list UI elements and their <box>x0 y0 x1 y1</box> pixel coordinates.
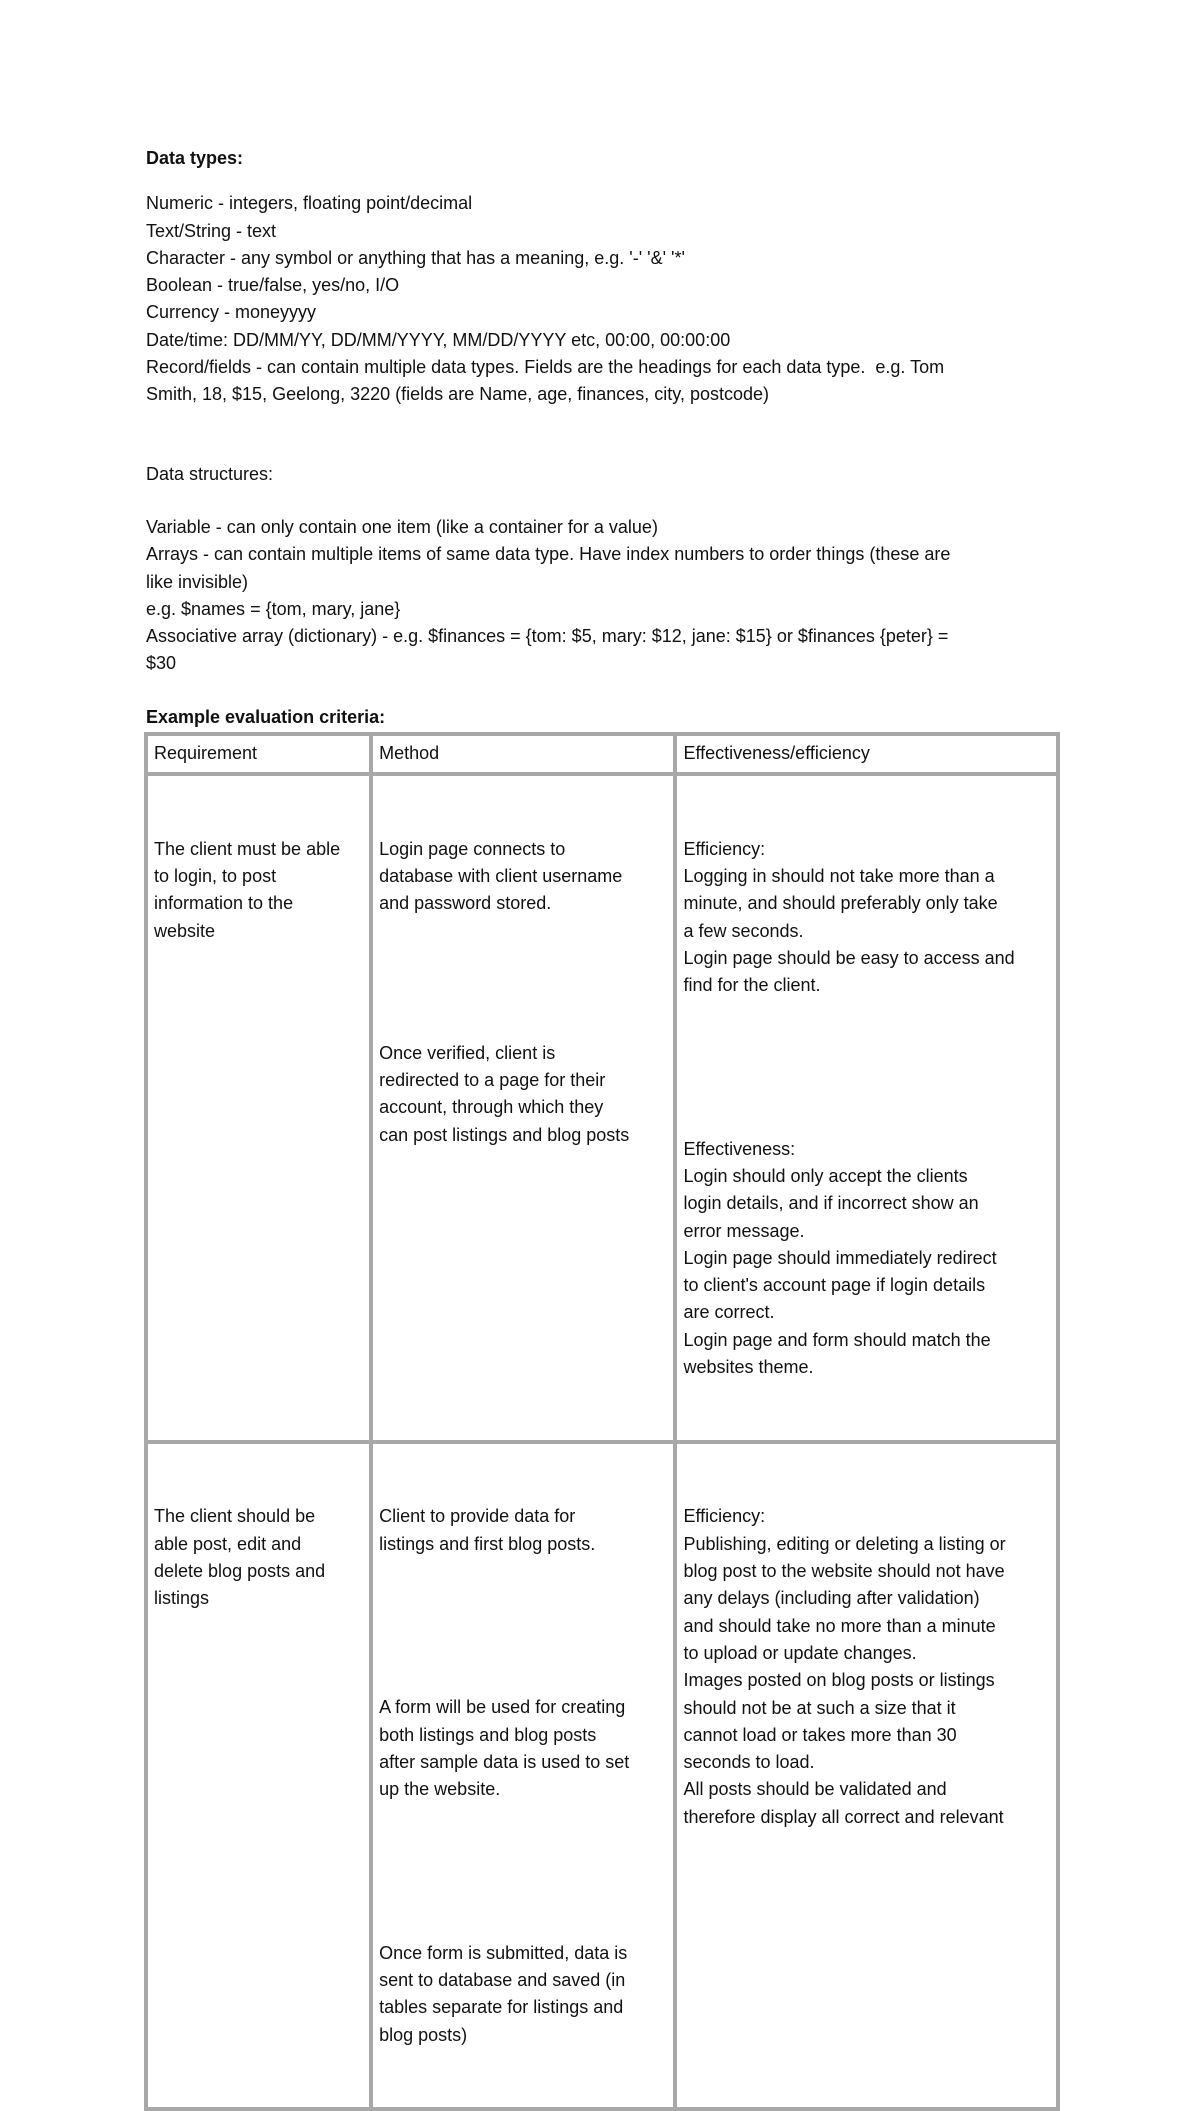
requirement-cell <box>146 1442 371 2110</box>
data-types-line: Character - any symbol or anything that has a meaning, e.g. '-' '&' '*' <box>146 247 685 268</box>
method-paragraph: Once form is submitted, data is sent to database and saved (in tables separate for listings and blog posts) <box>379 1942 628 2045</box>
effectiveness-paragraph: Effectiveness: Login should only accept the clients login details, and if incorrect show an error message. Login page should immediately redirect to client's account page if login details are correct. Login page and form should match the websites theme. <box>683 1138 997 1377</box>
requirement-text: The client must be able to login, to post information to the website <box>154 838 341 941</box>
data-structures-line: like invisible) <box>146 571 249 592</box>
data-types-line: Boolean - true/false, yes/no, I/O <box>146 275 400 296</box>
method-paragraph: Client to provide data for listings and first blog posts. <box>379 1506 596 1554</box>
effectiveness-paragraph: Efficiency: Publishing, editing or deleting a listing or blog post to the website should not have any delays (including after validation) and should take no more than a minute to upload or update changes. Images posted on blog posts or listings should not be at such a size that it cannot load or takes more than 30 seconds to load. All posts should be validated and therefore display all correct and relevant <box>683 1506 1006 1827</box>
data-types-line: Text/String - text <box>146 220 277 241</box>
document-page <box>146 145 1076 2111</box>
header-requirement: Requirement <box>146 734 371 774</box>
method-cell <box>371 774 675 1442</box>
table-row <box>146 1442 1058 2110</box>
data-structures-line: $30 <box>146 653 177 674</box>
data-types-line: Date/time: DD/MM/YY, DD/MM/YYYY, MM/DD/YYYY etc, 00:00, 00:00:00 <box>146 329 731 350</box>
data-structures-heading: Data structures: <box>146 463 274 484</box>
header-effectiveness: Effectiveness/efficiency <box>675 734 1058 774</box>
data-types-line: Currency - moneyyyy <box>146 302 317 323</box>
data-structures-line: Variable - can only contain one item (like a container for a value) <box>146 516 658 537</box>
data-types-line: Smith, 18, $15, Geelong, 3220 (fields are Name, age, finances, city, postcode) <box>146 384 770 405</box>
evaluation-criteria-table <box>144 732 1060 2111</box>
method-paragraph: Once verified, client is redirected to a page for their account, through which they can post listings and blog posts <box>379 1042 630 1145</box>
method-paragraph: A form will be used for creating both listings and blog posts after sample data is used to set up the website. <box>379 1697 630 1800</box>
header-method: Method <box>371 734 675 774</box>
effectiveness-cell <box>675 1442 1058 2110</box>
requirement-cell <box>146 774 371 1442</box>
requirement-text: The client should be able post, edit and delete blog posts and listings <box>154 1506 326 1609</box>
data-types-line: Numeric - integers, floating point/decimal <box>146 193 473 214</box>
data-structures-line: Associative array (dictionary) - e.g. $finances = {tom: $5, mary: $12, jane: $15} or $finances {peter} = <box>146 626 949 647</box>
effectiveness-paragraph: Efficiency: Logging in should not take more than a minute, and should preferably only take a few seconds. Login page should be easy to access and find for the client. <box>683 838 1015 996</box>
table-row <box>146 774 1058 1442</box>
method-paragraph: Login page connects to database with client username and password stored. <box>379 838 623 914</box>
criteria-heading: Example evaluation criteria: <box>146 706 386 727</box>
data-types-heading: Data types: <box>146 148 244 168</box>
table-header-row <box>146 734 1058 774</box>
data-structures-line: e.g. $names = {tom, mary, jane} <box>146 598 401 619</box>
data-structures-line: Arrays - can contain multiple items of same data type. Have index numbers to order things (these are <box>146 544 951 565</box>
effectiveness-cell <box>675 774 1058 1442</box>
method-cell <box>371 1442 675 2110</box>
data-types-line: Record/fields - can contain multiple data types. Fields are the headings for each data type. e.g. Tom <box>146 357 945 378</box>
